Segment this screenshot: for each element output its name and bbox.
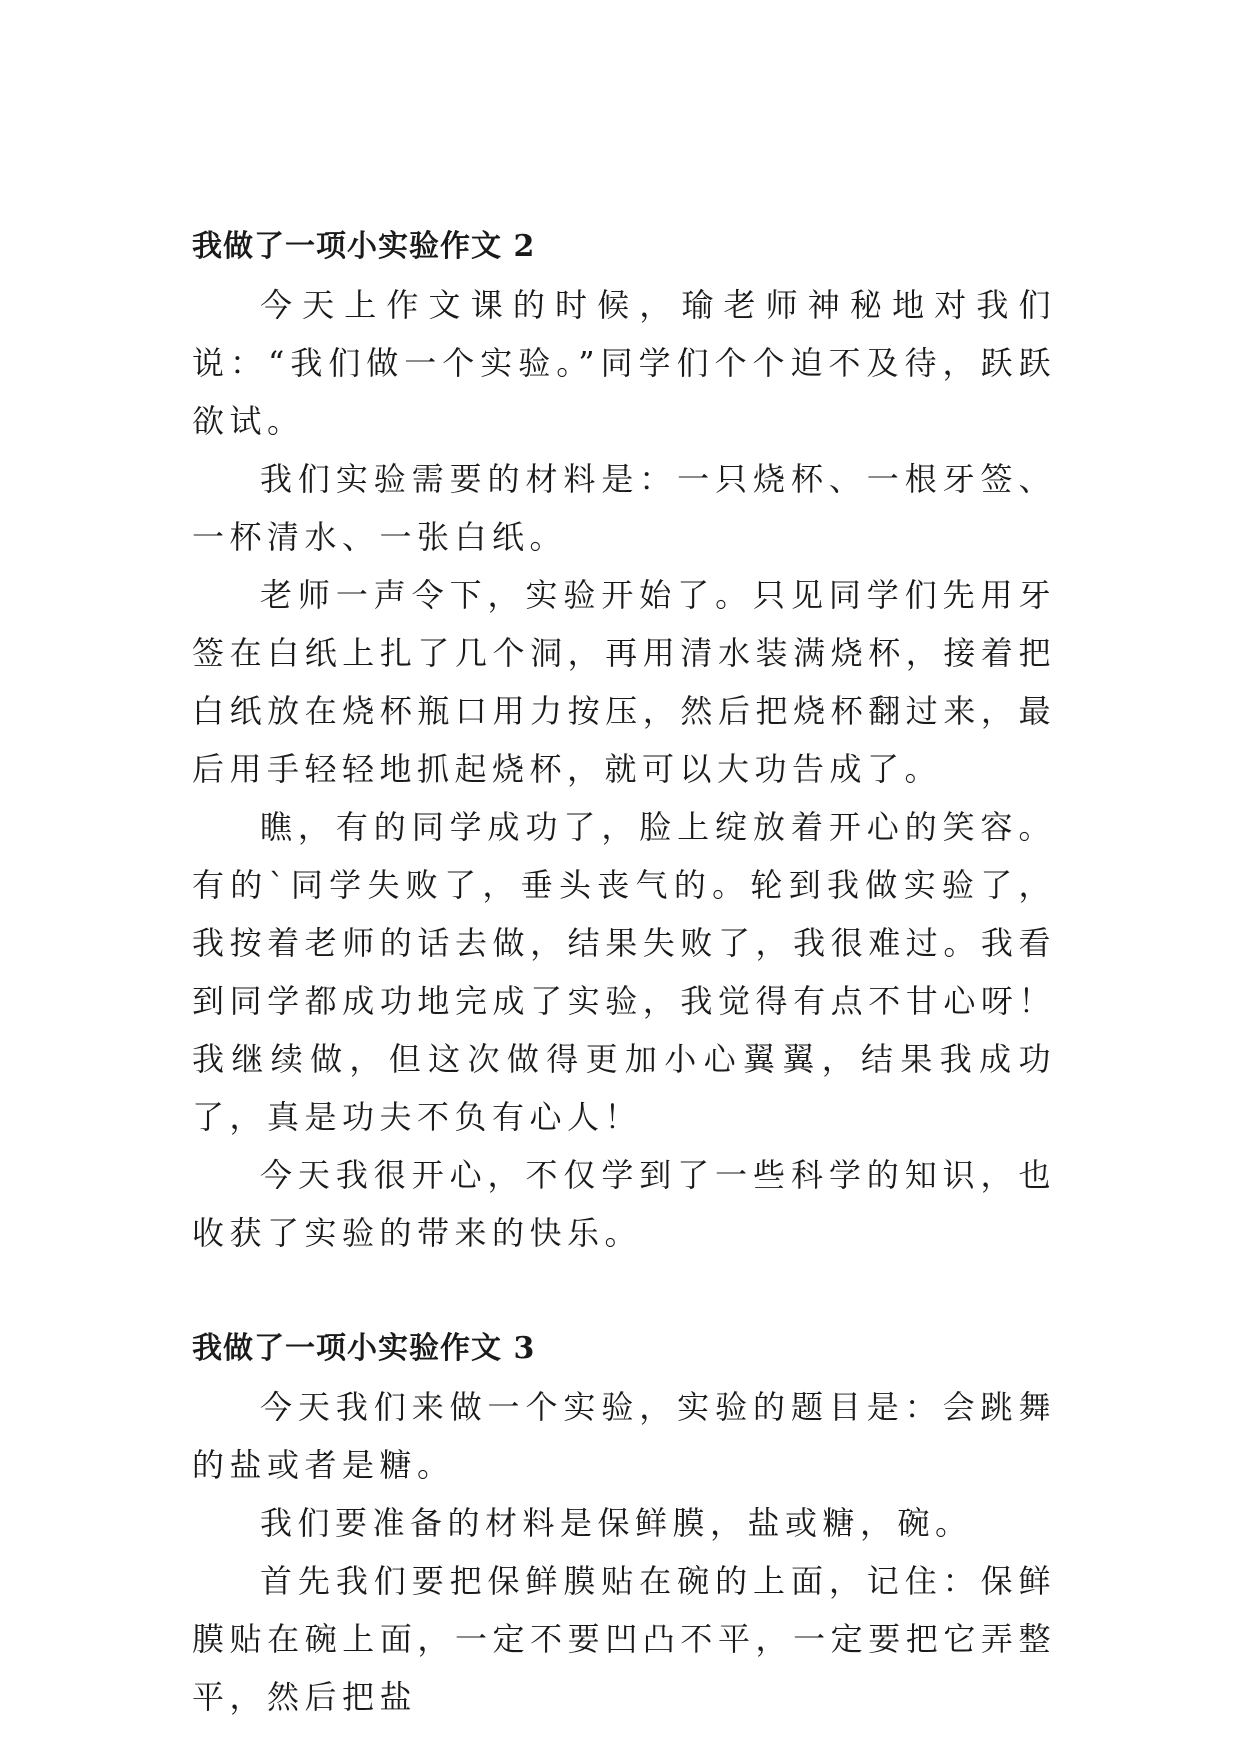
section-title: 我做了一项小实验作文 3	[192, 1331, 536, 1366]
paragraph: 今天我们来做一个实验，实验的题目是：会跳舞的盐或者是糖。	[192, 1388, 1056, 1484]
paragraph: 瞧，有的同学成功了，脸上绽放着开心的笑容。有的`同学失败了，垂头丧气的。轮到我做实验了，我按着老师的话去做，结果失败了，我很难过。我看到同学都成功地完成了实验，我觉得有点不甘心呀！我继续做，但这次做得更加小心翼翼，结果我成功了，真是功夫不负有心人！	[192, 808, 1056, 1136]
essay-section-2	[192, 218, 1056, 1262]
document-body	[192, 218, 1056, 1726]
paragraph: 今天上作文课的时候，瑜老师神秘地对我们说：“我们做一个实验。”同学们个个迫不及待，跃跃欲试。	[192, 286, 1056, 440]
section-title: 我做了一项小实验作文 2	[192, 229, 536, 264]
paragraph: 我们实验需要的材料是：一只烧杯、一根牙签、一杯清水、一张白纸。	[192, 460, 1056, 556]
paragraph: 今天我很开心，不仅学到了一些科学的知识，也收获了实验的带来的快乐。	[192, 1156, 1056, 1252]
section-spacer	[192, 1262, 1056, 1320]
paragraph: 首先我们要把保鲜膜贴在碗的上面，记住：保鲜膜贴在碗上面，一定不要凹凸不平，一定要把它弄整平，然后把盐	[192, 1562, 1056, 1716]
paragraph: 我们要准备的材料是保鲜膜，盐或糖，碗。	[260, 1504, 973, 1542]
essay-section-3	[192, 1320, 1056, 1726]
paragraph: 老师一声令下，实验开始了。只见同学们先用牙签在白纸上扎了几个洞，再用清水装满烧杯，接着把白纸放在烧杯瓶口用力按压，然后把烧杯翻过来，最后用手轻轻地抓起烧杯，就可以大功告成了。	[192, 576, 1056, 788]
